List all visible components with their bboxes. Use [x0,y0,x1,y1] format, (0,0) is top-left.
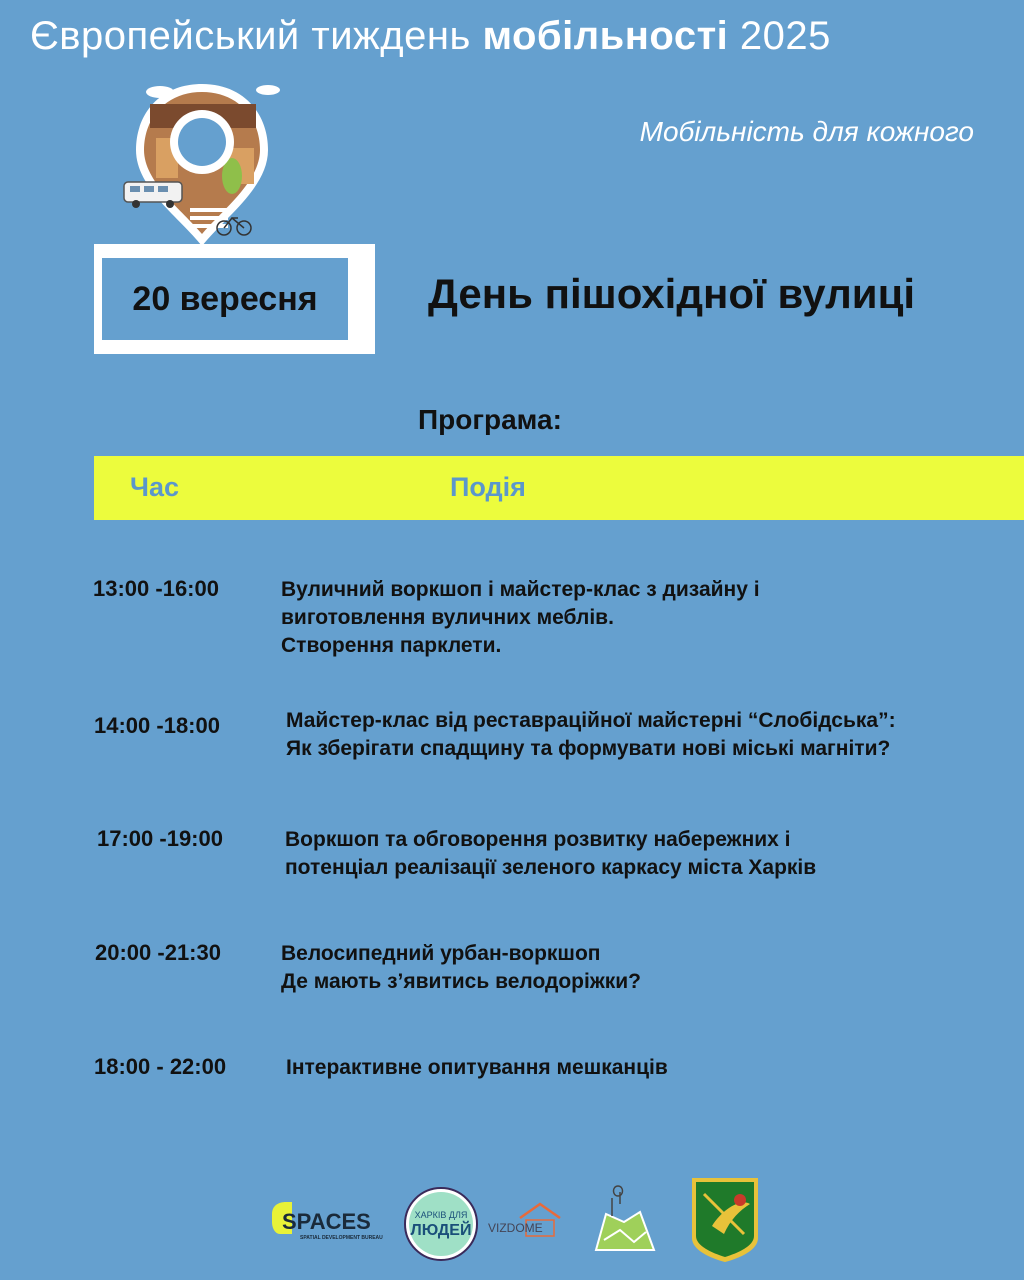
row-event: Воркшоп та обговорення розвитку набережних і потенціал реалізації зеленого каркасу міста Харків [285,828,817,879]
page-title: Європейський тиждень мобільності 2025 [30,14,831,58]
row-event: Велосипедний урбан-воркшоп Де мають з’явитись велодоріжки? [281,942,641,993]
map-pin-illustration-icon [120,78,300,248]
schedule-header [94,456,1024,520]
kharkiv-logo-line2: ЛЮДЕЙ [410,1222,472,1239]
row-time: 13:00 -16:00 [93,576,219,601]
vizdome-logo-icon [488,1204,560,1236]
row-time: 14:00 -18:00 [94,713,220,738]
day-title: День пішохідної вулиці [428,270,916,317]
partner-logos [0,1170,1024,1270]
row-event: Вуличний воркшоп і майстер-клас з дизайну і виготовлення вуличних меблів. Створення парклети. [281,578,760,657]
event-date: 20 вересня [100,256,350,342]
row-event: Інтерактивне опитування мешканців [286,1056,668,1079]
kharkiv-logo-line1: ХАРКІВ ДЛЯ [414,1210,468,1220]
row-time: 17:00 -19:00 [97,826,223,851]
city-map-logo-icon [596,1186,654,1250]
vizdome-logo-text: VIZDOME [488,1221,543,1235]
kharkiv-for-people-logo-icon [405,1188,477,1260]
spaces-logo-text: SPACES [282,1209,371,1234]
spaces-logo-icon [272,1202,383,1241]
spaces-logo-subtext: SPATIAL DEVELOPMENT BUREAU [300,1235,383,1241]
column-time: Час [130,472,180,502]
row-event: Майстер-клас від реставраційної майстерні “Слобідська”: Як зберігати спадщину та формувати нові міські магніти? [286,709,896,760]
program-heading: Програма: [418,404,562,435]
row-time: 18:00 - 22:00 [94,1054,227,1079]
slogan: Мобільність для кожного [639,116,974,147]
row-time: 20:00 -21:30 [95,940,221,965]
column-event: Подія [450,472,526,502]
kharkiv-coat-of-arms-icon [692,1178,758,1262]
date-box [94,244,375,354]
